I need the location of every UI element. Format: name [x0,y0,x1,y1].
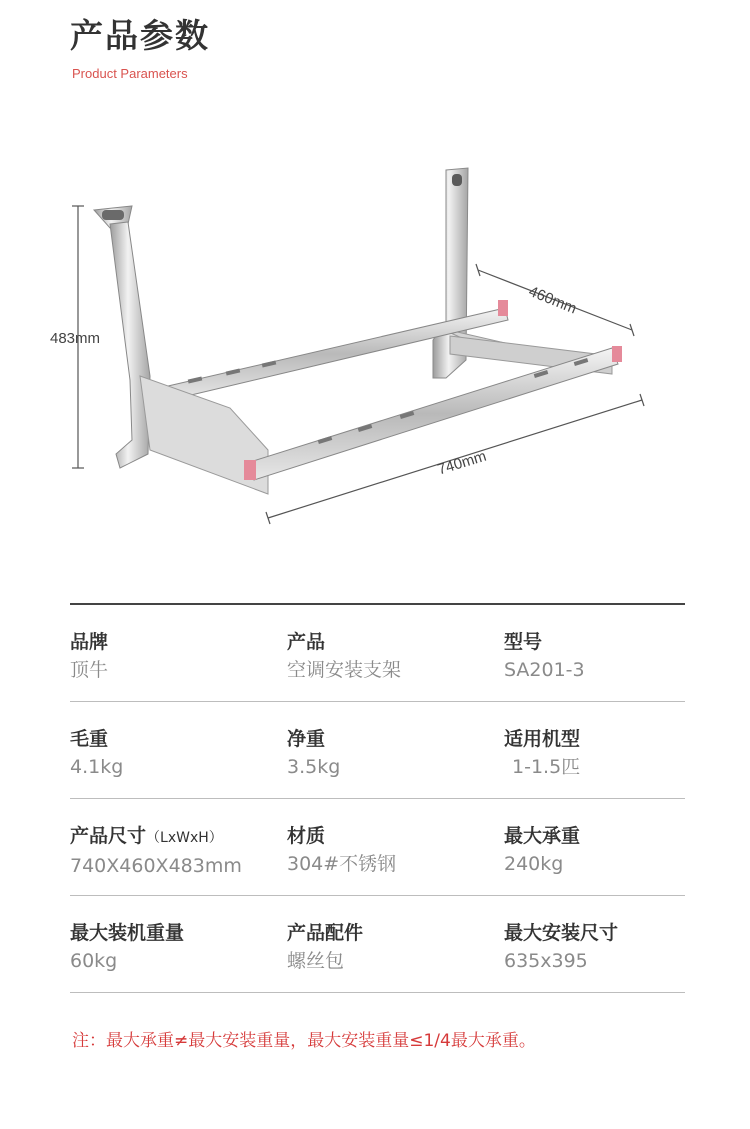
spec-label: 品牌 [70,631,109,653]
rear-wall-bracket [433,168,612,378]
spec-cell [504,799,685,895]
spec-value: 4.1kg [70,756,124,778]
spec-value: 304#不锈钢 [287,853,397,875]
spec-value: 635x395 [504,950,588,972]
spec-value: 螺丝包 [287,950,345,972]
spec-label: 最大安装尺寸 [504,922,619,944]
spec-label: 毛重 [70,728,109,750]
height-label: 483mm [50,330,101,347]
spec-value: 60kg [70,950,118,972]
table-row [70,605,685,702]
weight-note: 注：最大承重≠最大安装重量，最大安装重量≤1/4最大承重。 [72,1031,536,1051]
spec-cell [287,896,504,992]
page-subtitle: Product Parameters [72,66,188,81]
spec-value: 空调安装支架 [287,659,402,681]
spec-cell [70,702,287,798]
spec-cell [287,702,504,798]
spec-label: 产品 [287,631,326,653]
spec-label: 适用机型 [504,728,581,750]
spec-cell [287,605,504,701]
bracket-diagram [0,150,750,550]
table-row [70,702,685,799]
spec-label: 最大承重 [504,825,581,847]
spec-label: 材质 [287,825,326,847]
spec-label-main: 产品尺寸 [70,825,147,847]
spec-label: 型号 [504,631,543,653]
spec-label: 净重 [287,728,326,750]
spec-cell [70,799,287,895]
table-row [70,799,685,896]
spec-cell [70,605,287,701]
spec-cell [504,896,685,992]
spec-table [70,603,685,993]
width-label: 740mm [435,447,489,479]
table-row [70,896,685,993]
spec-cell [70,896,287,992]
spec-cell [504,702,685,798]
spec-value: 740X460X483mm [70,855,242,877]
left-wall-bracket [94,206,268,494]
spec-label [70,823,287,851]
depth-label: 460mm [526,282,580,318]
spec-value: SA201-3 [504,659,585,681]
spec-label-sub: （LxWxH） [146,830,223,846]
page-title: 产品参数 [70,16,210,55]
spec-value: 3.5kg [287,756,341,778]
spec-value: 240kg [504,853,564,875]
spec-label: 最大装机重量 [70,922,185,944]
spec-value: 顶牛 [70,659,109,681]
spec-cell [287,799,504,895]
spec-value: 1-1.5匹 [512,756,581,778]
spec-label: 产品配件 [287,922,364,944]
spec-cell [504,605,685,701]
